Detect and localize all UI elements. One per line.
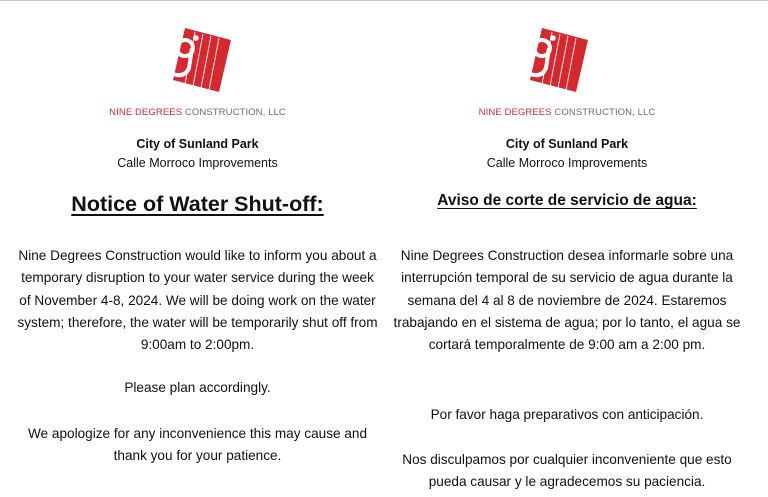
project-name: Calle Morroco Improvements	[486, 156, 648, 170]
notice-paragraph-plan: Por favor haga preparativos con anticipación.	[430, 407, 704, 422]
notice-heading: Notice of Water Shut-off:	[71, 192, 324, 216]
notice-paragraph-apology: We apologize for any inconvenience this may cause and thank you for your patience.	[27, 426, 368, 464]
city-name: City of Sunland Park	[505, 137, 629, 151]
notice-paragraph-main: Nine Degrees Construction desea informarle sobre una interrupción temporal de su servicio de agua durante la semana del 4 al 8 de noviembre de 2024. Estaremos trabajando en el sistema de agua; por lo tanto, el agua se cortará temporalmente de 9:00 am a 2:00 pm.	[393, 248, 741, 353]
company-name	[382, 107, 752, 118]
notice-paragraph-main: Nine Degrees Construction would like to inform you about a temporary disruption to your water service during the week of November 4-8, 2024. We will be doing work on the water system; therefore, the water will be temporarily shut off from 9:00am to 2:00pm.	[17, 248, 378, 353]
notice-paragraph-plan: Please plan accordingly.	[124, 380, 271, 395]
project-name: Calle Morroco Improvements	[117, 156, 278, 170]
spanish-notice	[382, 0, 752, 497]
notice-heading: Aviso de corte de servicio de agua:	[437, 192, 697, 209]
english-notice	[15, 0, 380, 497]
company-name-gray: CONSTRUCTION, LLC	[554, 107, 656, 118]
nine-degrees-logo-icon	[165, 26, 233, 94]
notice-paragraph-apology: Nos disculpamos por cualquier inconveniente que esto pueda causar y le agradecemos su paciencia.	[402, 452, 732, 490]
company-name-gray: CONSTRUCTION, LLC	[184, 107, 286, 118]
company-name	[15, 107, 380, 118]
nine-degrees-logo-icon	[522, 26, 590, 94]
city-name: City of Sunland Park	[136, 137, 259, 151]
company-name-red: NINE DEGREES	[109, 107, 183, 118]
company-name-red: NINE DEGREES	[478, 107, 552, 118]
